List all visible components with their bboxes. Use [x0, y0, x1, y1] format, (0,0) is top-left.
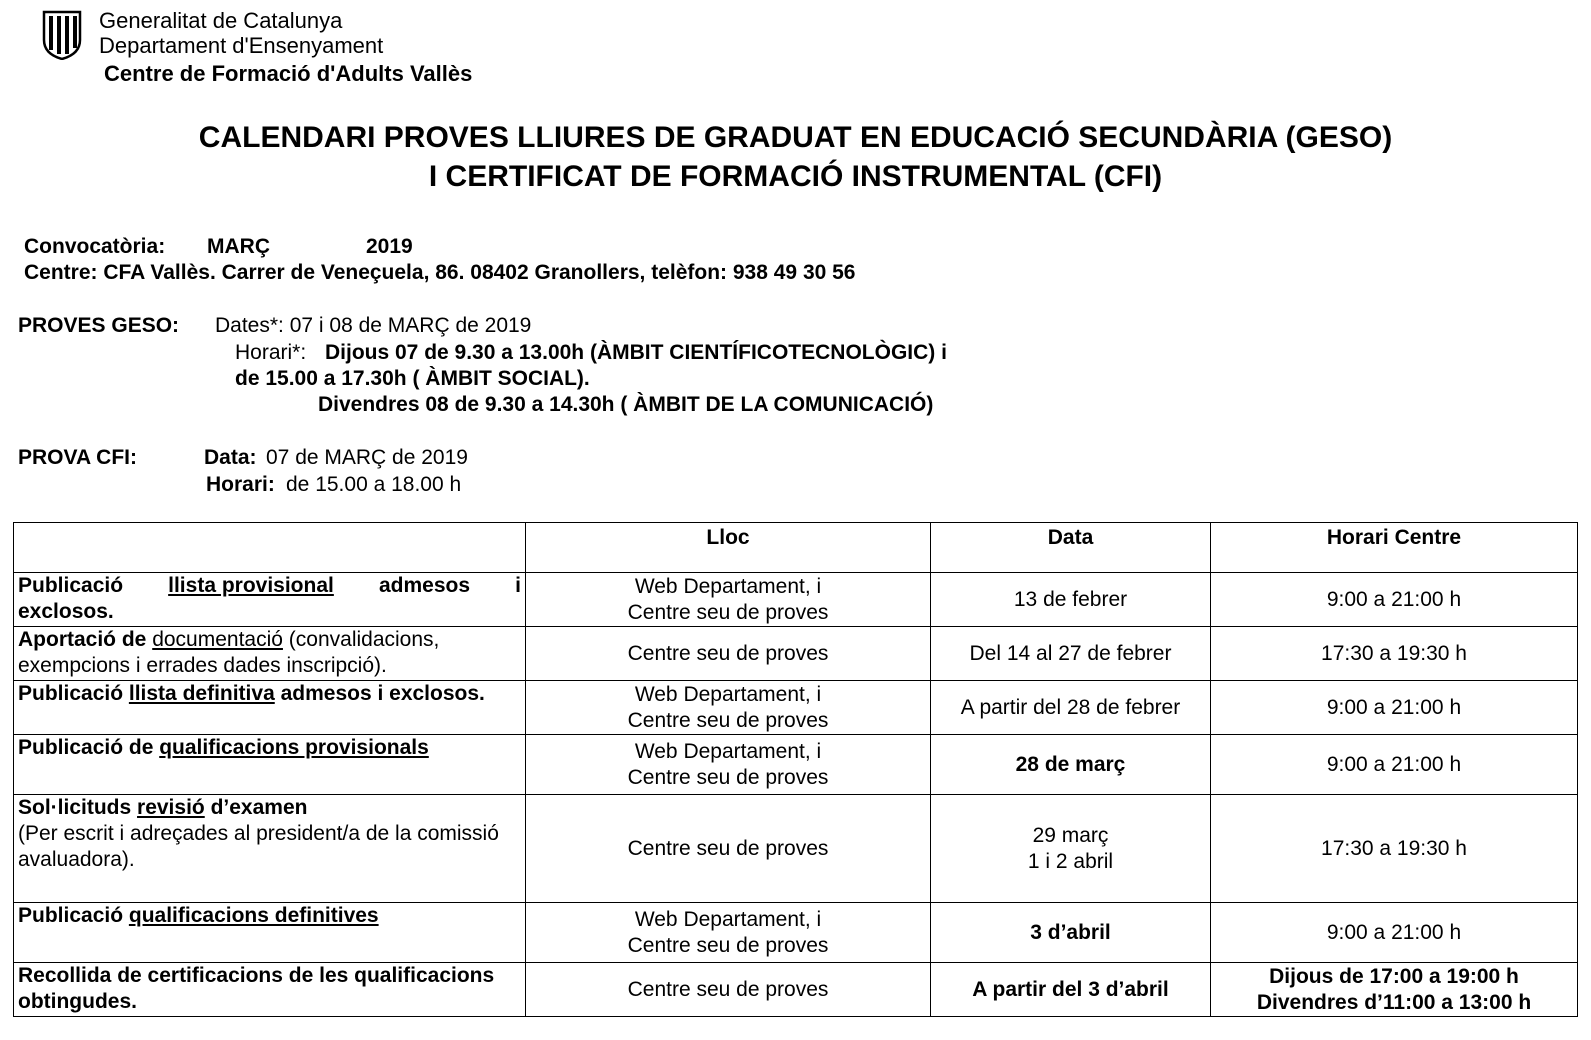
horari-line: 17:30 a 19:30 h	[1321, 836, 1467, 860]
geso-dates: Dates*: 07 i 08 de MARÇ de 2019	[215, 314, 532, 337]
data-cell	[931, 681, 1211, 735]
activity-text: admesos i exclosos.	[280, 682, 485, 705]
lloc-line: Centre seu de proves	[627, 765, 829, 789]
header-horari: Horari Centre	[1211, 523, 1578, 573]
header-data: Data	[931, 523, 1211, 573]
horari-cell	[1211, 963, 1578, 1017]
activity-text: Recollida de certificacions de les qualificacions obtingudes.	[18, 964, 495, 1013]
geso-label: PROVES GESO:	[18, 314, 180, 337]
activity-underlined: documentació	[152, 628, 283, 651]
activity-cell	[14, 903, 526, 963]
lloc-line: Centre seu de proves	[627, 977, 829, 1001]
activity-text: d’examen	[210, 796, 308, 819]
data-cell	[931, 573, 1211, 627]
activity-underlined: qualificacions provisionals	[159, 736, 429, 759]
lloc-cell	[526, 795, 931, 903]
activity-text: admesos	[378, 574, 471, 597]
lloc-line: Centre seu de proves	[627, 836, 829, 860]
data-line: 1 i 2 abril	[1027, 849, 1114, 873]
activity-text: i	[515, 574, 521, 597]
table-row	[14, 903, 1578, 963]
geso-horari-line2: de 15.00 a 17.30h ( ÀMBIT SOCIAL).	[235, 367, 590, 390]
horari-cell	[1211, 795, 1578, 903]
data-cell	[931, 627, 1211, 681]
horari-line: 17:30 a 19:30 h	[1321, 641, 1467, 665]
horari-cell	[1211, 735, 1578, 795]
lloc-cell	[526, 903, 931, 963]
header-activity	[14, 523, 526, 573]
geso-horari-line3: Divendres 08 de 9.30 a 14.30h ( ÀMBIT DE LA COMUNICACIÓ)	[318, 393, 934, 416]
activity-text: Sol·licituds	[18, 796, 132, 819]
centre-address: Centre: CFA Vallès. Carrer de Veneçuela, 86. 08402 Granollers, telèfon: 938 49 30 56	[24, 261, 856, 284]
table-row	[14, 963, 1578, 1017]
activity-underlined: qualificacions definitives	[128, 904, 379, 927]
activity-underlined: revisió	[137, 796, 205, 819]
lloc-line: Web Departament, i	[634, 682, 822, 706]
activity-cell	[14, 795, 526, 903]
lloc-line: Centre seu de proves	[627, 708, 829, 732]
horari-line: 9:00 a 21:00 h	[1326, 587, 1462, 611]
activity-cell	[14, 681, 526, 735]
activity-cell	[14, 735, 526, 795]
catalan-flag-emblem-icon	[40, 10, 84, 60]
header-line-departament: Departament d'Ensenyament	[99, 33, 384, 58]
data-line: 3 d’abril	[1030, 920, 1111, 944]
data-line: 29 març	[1032, 823, 1109, 847]
activity-underlined: llista provisional	[168, 574, 334, 597]
convocatoria-month: MARÇ	[207, 235, 270, 258]
activity-cell	[14, 963, 526, 1017]
lloc-line: Web Departament, i	[634, 739, 822, 763]
convocatoria-year: 2019	[366, 235, 413, 258]
document-title-line1: CALENDARI PROVES LLIURES DE GRADUAT EN EDUCACIÓ SECUNDÀRIA (GESO)	[198, 121, 1393, 154]
horari-cell	[1211, 627, 1578, 681]
header-line-centre: Centre de Formació d'Adults Vallès	[104, 61, 473, 86]
horari-line: 9:00 a 21:00 h	[1326, 920, 1462, 944]
horari-cell	[1211, 681, 1578, 735]
data-cell	[931, 795, 1211, 903]
lloc-cell	[526, 735, 931, 795]
activity-text: (convalidacions, exempcions i errades dades inscripció).	[18, 628, 440, 677]
data-cell	[931, 963, 1211, 1017]
calendar-table	[13, 522, 1578, 1017]
lloc-cell	[526, 963, 931, 1017]
lloc-line: Centre seu de proves	[627, 641, 829, 665]
convocatoria-label: Convocatòria:	[24, 235, 166, 258]
table-row	[14, 627, 1578, 681]
activity-text: Publicació	[18, 574, 124, 597]
data-line: A partir del 28 de febrer	[960, 695, 1181, 719]
lloc-cell	[526, 573, 931, 627]
activity-text: Aportació de	[18, 628, 147, 651]
cfi-data-label: Data:	[204, 446, 257, 469]
table-row	[14, 681, 1578, 735]
activity-underlined: llista definitiva	[128, 682, 275, 705]
horari-line: Divendres d’11:00 a 13:00 h	[1256, 990, 1532, 1014]
horari-cell	[1211, 903, 1578, 963]
lloc-cell	[526, 681, 931, 735]
cfi-horari-label: Horari:	[206, 473, 275, 496]
lloc-line: Web Departament, i	[634, 907, 822, 931]
lloc-cell	[526, 627, 931, 681]
data-cell	[931, 735, 1211, 795]
activity-text: Publicació	[18, 904, 124, 927]
activity-note: (Per escrit i adreçades al president/a de la comissió avaluadora).	[18, 822, 499, 871]
document-title-line2: I CERTIFICAT DE FORMACIÓ INSTRUMENTAL (CFI)	[428, 160, 1163, 193]
table-header-row	[14, 523, 1578, 573]
geso-horari-label: Horari*:	[235, 341, 307, 364]
horari-line: 9:00 a 21:00 h	[1326, 752, 1462, 776]
data-line: 28 de març	[1015, 752, 1126, 776]
activity-text: Publicació de	[18, 736, 154, 759]
table-row	[14, 735, 1578, 795]
horari-line: Dijous de 17:00 a 19:00 h	[1269, 964, 1519, 988]
cfi-horari-value: de 15.00 a 18.00 h	[286, 473, 462, 496]
header-lloc: Lloc	[526, 523, 931, 573]
lloc-line: Web Departament, i	[634, 574, 822, 598]
activity-cell	[14, 627, 526, 681]
horari-cell	[1211, 573, 1578, 627]
table-row	[14, 795, 1578, 903]
geso-horari-line1: Dijous 07 de 9.30 a 13.00h (ÀMBIT CIENTÍFICOTECNOLÒGIC) i	[325, 341, 947, 364]
cfi-label: PROVA CFI:	[18, 446, 137, 469]
activity-text: exclosos.	[18, 600, 114, 623]
data-line: A partir del 3 d’abril	[972, 977, 1169, 1001]
data-line: Del 14 al 27 de febrer	[969, 641, 1172, 665]
data-cell	[931, 903, 1211, 963]
cfi-data-value: 07 de MARÇ de 2019	[266, 446, 468, 469]
activity-cell	[14, 573, 526, 627]
header-line-generalitat: Generalitat de Catalunya	[99, 8, 343, 33]
horari-line: 9:00 a 21:00 h	[1326, 695, 1462, 719]
table-row	[14, 573, 1578, 627]
lloc-line: Centre seu de proves	[627, 600, 829, 624]
lloc-line: Centre seu de proves	[627, 933, 829, 957]
activity-text: Publicació	[18, 682, 124, 705]
data-line: 13 de febrer	[1013, 587, 1128, 611]
